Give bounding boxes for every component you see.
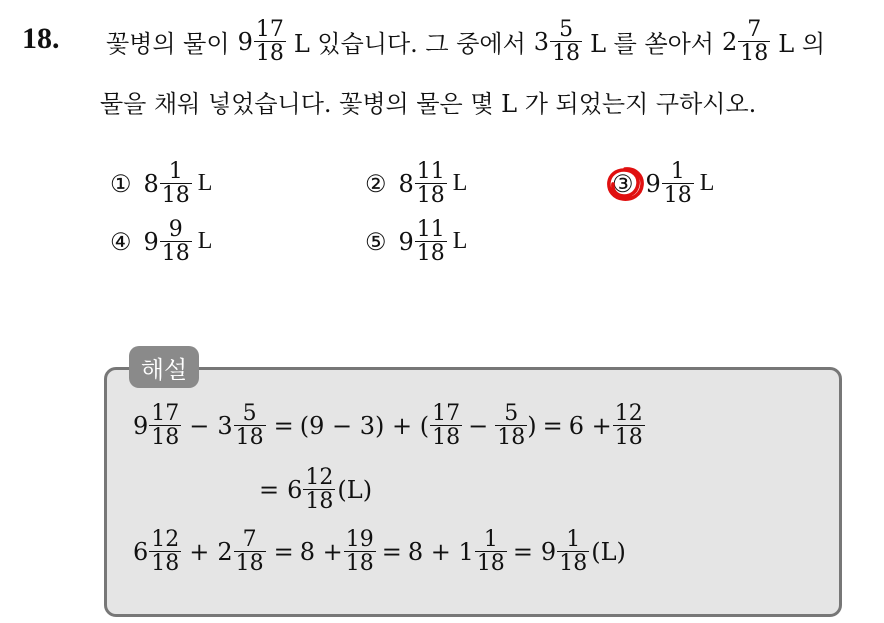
- mixed-number-whole: 8: [143, 169, 159, 198]
- fraction: [234, 528, 266, 575]
- question-text-line-1: [100, 18, 831, 65]
- choice-option[interactable]: [110, 218, 212, 265]
- fraction: [738, 18, 770, 65]
- fraction-numerator: 12: [151, 527, 180, 552]
- operator: =: [259, 475, 280, 504]
- choice-label: ③: [612, 169, 634, 198]
- mixed-number-whole: 8: [398, 169, 414, 198]
- choice-option[interactable]: [365, 218, 467, 265]
- choice-label: ⑤: [365, 227, 387, 256]
- fraction-denominator: 18: [552, 41, 581, 67]
- fraction-numerator: 17: [255, 17, 284, 42]
- fraction-numerator: 17: [151, 401, 180, 426]
- fraction: [254, 18, 286, 65]
- fraction-denominator: 18: [614, 425, 643, 451]
- fraction-denominator: 18: [432, 425, 461, 451]
- mixed-number-whole: 2: [722, 27, 738, 56]
- operator: =: [273, 537, 294, 566]
- fraction: [662, 160, 694, 207]
- fraction-denominator: 18: [663, 183, 692, 209]
- choice-option[interactable]: [110, 160, 212, 207]
- text-segment: 꽃병의 물이: [106, 30, 230, 59]
- fraction-denominator: 18: [345, 551, 374, 577]
- mixed-number: [646, 160, 694, 207]
- question-text-line-2-text: 물을 채워 넣었습니다. 꽃병의 물은 몇 L 가 되었는지 구하시오.: [100, 90, 757, 118]
- answer-circle-mark: [605, 166, 645, 202]
- mixed-number: [722, 18, 770, 65]
- mixed-number-whole: 6: [133, 537, 149, 566]
- fraction-denominator: 18: [151, 425, 180, 451]
- fraction-denominator: 18: [255, 41, 284, 67]
- text-segment: L 있습니다. 그 중에서: [293, 30, 526, 59]
- mixed-number: [133, 402, 181, 449]
- fraction-denominator: 18: [416, 241, 445, 267]
- fraction-numerator: 12: [614, 401, 643, 426]
- choice-unit: L: [197, 228, 213, 255]
- fraction: [149, 402, 181, 449]
- fraction: [613, 402, 645, 449]
- operator: =: [542, 411, 563, 440]
- text-segment: L 의: [778, 30, 826, 59]
- fraction-denominator: 18: [305, 489, 334, 515]
- choice-label: ①: [110, 169, 132, 198]
- fraction: [415, 218, 447, 265]
- choice-option[interactable]: [365, 160, 467, 207]
- fraction: [475, 528, 507, 575]
- fraction-numerator: 19: [345, 527, 374, 552]
- mixed-number: [133, 528, 181, 575]
- choice-unit: L: [699, 170, 715, 197]
- text-segment: ): [527, 411, 537, 440]
- question-number: 18.: [22, 22, 60, 55]
- fraction-numerator: 1: [566, 527, 581, 552]
- fraction-numerator: 11: [416, 217, 445, 242]
- choice-unit: L: [197, 170, 213, 197]
- mixed-number: [217, 402, 265, 449]
- fraction-numerator: 12: [305, 465, 334, 490]
- operator: =: [273, 411, 294, 440]
- fraction-numerator: 1: [670, 159, 685, 184]
- operator: =: [381, 537, 402, 566]
- solution-equation-line-1: [131, 402, 645, 449]
- fraction-numerator: 5: [504, 401, 519, 426]
- fraction-numerator: 17: [432, 401, 461, 426]
- fraction-denominator: 18: [416, 183, 445, 209]
- fraction: [550, 18, 582, 65]
- text-segment: 6 +: [568, 411, 612, 440]
- mixed-number: [217, 528, 265, 575]
- operator: −: [468, 411, 489, 440]
- fraction: [160, 218, 192, 265]
- mixed-number-whole: 3: [217, 411, 233, 440]
- text-segment: 8 +: [299, 537, 343, 566]
- mixed-number: [144, 218, 192, 265]
- fraction-numerator: 1: [168, 159, 183, 184]
- choice-label: ②: [365, 169, 387, 198]
- text-segment: (L): [591, 537, 626, 566]
- fraction: [430, 402, 462, 449]
- fraction: [303, 466, 335, 513]
- text-segment: 8 + 1: [407, 537, 474, 566]
- mixed-number: [144, 160, 192, 207]
- mixed-number: [534, 18, 582, 65]
- mixed-number: [399, 218, 447, 265]
- solution-equation-line-3: [131, 528, 626, 575]
- fraction: [495, 402, 527, 449]
- fraction-numerator: 1: [483, 527, 498, 552]
- fraction-denominator: 18: [161, 183, 190, 209]
- mixed-number-whole: 3: [533, 27, 550, 56]
- fraction-numerator: 7: [747, 17, 762, 42]
- fraction: [234, 402, 266, 449]
- fraction: [344, 528, 376, 575]
- mixed-number-whole: 9: [540, 537, 557, 566]
- fraction-denominator: 18: [235, 551, 264, 577]
- operator: +: [189, 537, 210, 566]
- fraction: [160, 160, 192, 207]
- fraction-numerator: 5: [242, 401, 257, 426]
- solution-box: [104, 367, 842, 617]
- choice-unit: L: [452, 228, 468, 255]
- fraction: [149, 528, 181, 575]
- fraction-denominator: 18: [151, 551, 180, 577]
- mixed-number: [541, 528, 589, 575]
- mixed-number: [238, 18, 286, 65]
- fraction-denominator: 18: [559, 551, 588, 577]
- operator: =: [512, 537, 533, 566]
- text-segment: (9 − 3) + (: [299, 411, 430, 440]
- text-segment: (L): [337, 475, 373, 504]
- fraction: [415, 160, 447, 207]
- question-text-line-2: [100, 84, 756, 119]
- fraction-denominator: 18: [161, 241, 190, 267]
- fraction-numerator: 11: [416, 159, 445, 184]
- solution-equation-line-2: [253, 466, 372, 513]
- fraction: [557, 528, 589, 575]
- choice-unit: L: [452, 170, 468, 197]
- mixed-number-whole: 9: [645, 169, 661, 198]
- text-segment: L 를 쏟아서: [590, 30, 714, 59]
- fraction-numerator: 9: [168, 217, 183, 242]
- fraction-denominator: 18: [476, 551, 505, 577]
- mixed-number-whole: 9: [133, 411, 149, 440]
- fraction-denominator: 18: [497, 425, 526, 451]
- fraction-denominator: 18: [740, 41, 769, 67]
- mixed-number-whole: 9: [398, 227, 414, 256]
- mixed-number: [287, 466, 335, 513]
- choice-label: ④: [110, 227, 132, 256]
- operator: −: [189, 411, 210, 440]
- mixed-number-whole: 9: [237, 27, 253, 56]
- mixed-number-whole: 6: [287, 475, 303, 504]
- fraction-numerator: 5: [559, 17, 574, 42]
- fraction-denominator: 18: [235, 425, 264, 451]
- fraction-numerator: 7: [242, 527, 257, 552]
- mixed-number-whole: 9: [143, 227, 159, 256]
- mixed-number-whole: 2: [217, 537, 233, 566]
- solution-tag: 해설: [129, 346, 199, 388]
- mixed-number: [399, 160, 447, 207]
